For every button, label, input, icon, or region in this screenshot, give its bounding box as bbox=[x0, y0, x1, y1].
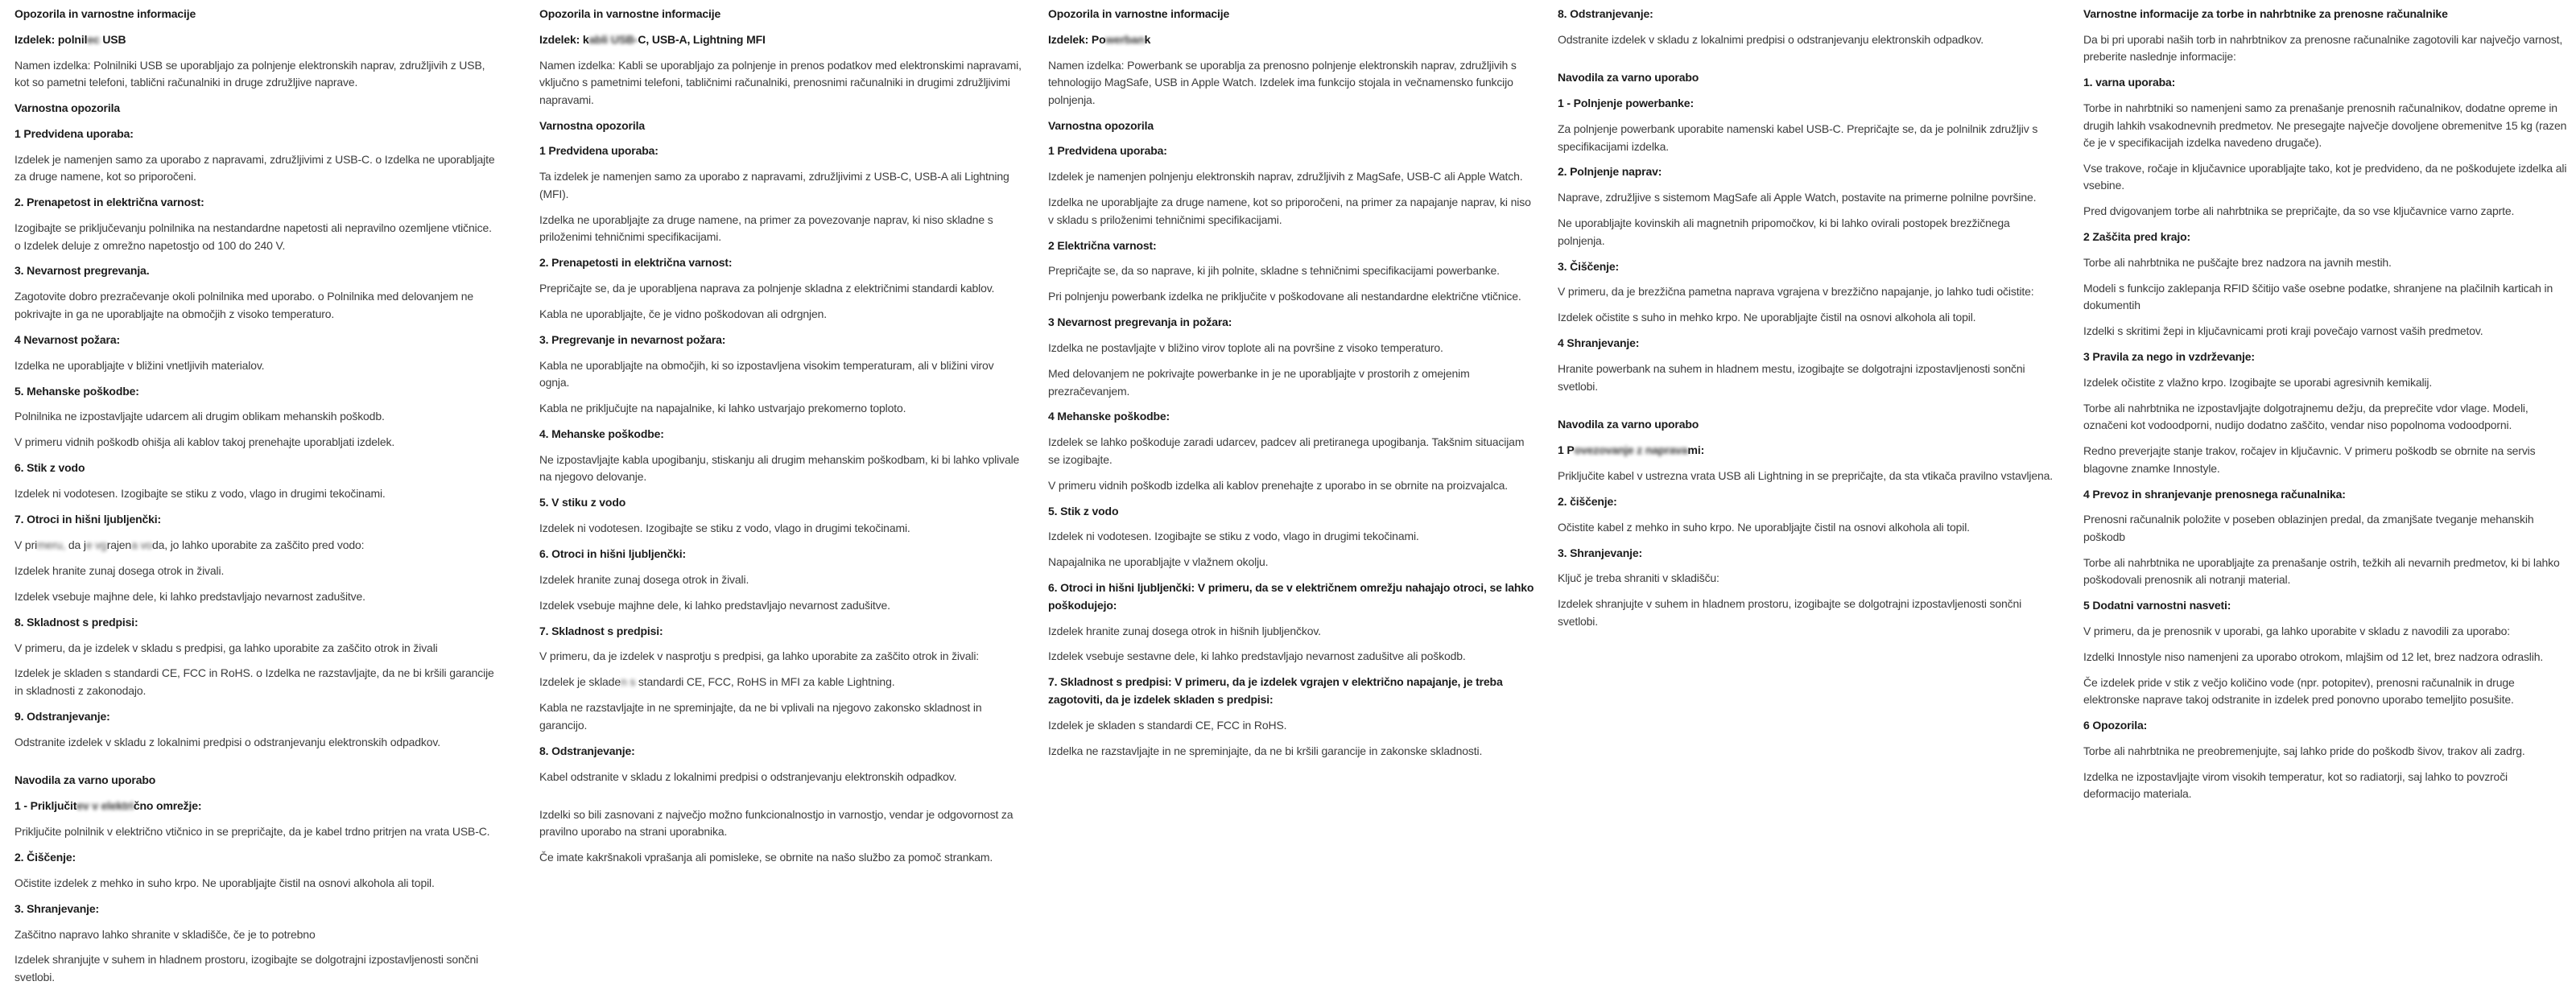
section-heading: 1 - Priključitev v električno omrežje: bbox=[14, 799, 202, 812]
section-heading: 5. Stik z vodo bbox=[1048, 504, 1119, 517]
paragraph: Izdelka ne uporabljajte v bližini vnetljivih materialov. bbox=[14, 358, 265, 372]
paragraph: Izdelek je namenjen polnjenju elektronskih naprav, združljivih z MagSafe, USB-C ali Apple Watch. bbox=[1048, 170, 1523, 183]
paragraph: Priključite kabel v ustrezna vrata USB ali Lightning in se prepričajte, da sta vtikača pravilno vstavljena. bbox=[1558, 468, 2054, 482]
section-heading: 2 Električna varnost: bbox=[1048, 238, 1157, 252]
section-heading: 3. Pregrevanje in nevarnost požara: bbox=[539, 332, 726, 346]
paragraph: Torbe ali nahrbtnika ne preobremenjujte, saj lahko pride do poškodb šivov, trakov ali zadrg. bbox=[2083, 744, 2525, 757]
section-heading: 2 Zaščita pred krajo: bbox=[2083, 230, 2191, 244]
section-heading: 1 Predvidena uporaba: bbox=[1048, 144, 1167, 158]
section-heading: 5. Mehanske poškodbe: bbox=[14, 384, 139, 398]
paragraph: Kabel odstranite v skladu z lokalnimi predpisi o odstranjevanju elektronskih odpadkov. bbox=[539, 769, 957, 783]
section-heading: 2. čiščenje: bbox=[1558, 494, 1617, 508]
paragraph: Zaščitno napravo lahko shranite v skladišče, če je to potrebno bbox=[14, 927, 316, 941]
section-heading: Navodila za varno uporabo bbox=[14, 773, 156, 787]
section-heading: 2. Prenapetosti in električna varnost: bbox=[539, 255, 733, 269]
section-heading: 1 Predvidena uporaba: bbox=[539, 144, 658, 158]
paragraph: Izdelek shranjujte v suhem in hladnem prostoru, izogibajte se dolgotrajni izpostavljenosti sončni svetlobi. bbox=[1558, 597, 2022, 628]
paragraph: Redno preverjajte stanje trakov, ročajev in ključavnic. V primeru poškodb se obrnite na servis blagovne znamke Innostyle. bbox=[2083, 444, 2536, 475]
section-heading: 2. Čiščenje: bbox=[14, 850, 76, 864]
section-heading: 2. Polnjenje naprav: bbox=[1558, 165, 1662, 179]
section-heading: 4 Shranjevanje: bbox=[1558, 336, 1640, 350]
section-heading: 4. Mehanske poškodbe: bbox=[539, 427, 664, 440]
blurred-text: a vo bbox=[131, 538, 152, 551]
paragraph: Kabla ne uporabljajte, če je vidno poškodovan ali odrgnjen. bbox=[539, 307, 827, 320]
section-heading: 7. Otroci in hišni ljubljenčki: bbox=[14, 513, 162, 526]
paragraph: Če izdelek pride v stik z večjo količino vode (npr. potopitev), prenosni računalnik in druge elektronske naprave takoj odstranite in izdelek pred ponovno uporabo temeljito posušite. bbox=[2083, 675, 2515, 707]
column-powerbank-instructions bbox=[1558, 6, 2054, 639]
blurred-text: e vg bbox=[85, 538, 107, 551]
section-heading: Opozorila in varnostne informacije bbox=[539, 7, 721, 20]
paragraph: Ta izdelek je namenjen samo za uporabo z napravami, združljivimi z USB-C, USB-A ali Lightning (MFI). bbox=[539, 170, 1009, 200]
section-heading: Varnostna opozorila bbox=[1048, 118, 1154, 132]
paragraph: Naprave, združljive s sistemom MagSafe ali Apple Watch, postavite na primerne polnilne površine. bbox=[1558, 191, 2037, 204]
section-heading: 3. Shranjevanje: bbox=[14, 901, 99, 915]
paragraph: V primeru, da je vgrajena voda, jo lahko uporabite za zaščito pred vodo: bbox=[14, 538, 365, 551]
blurred-text: n s bbox=[620, 675, 638, 689]
section-heading: 8. Odstranjevanje: bbox=[539, 744, 635, 757]
column-cables bbox=[539, 6, 1022, 875]
section-heading: Varnostna opozorila bbox=[539, 118, 645, 132]
paragraph: Izdelek ni vodotesen. Izogibajte se stiku z vodo, vlago in drugimi tekočinami. bbox=[539, 521, 910, 534]
paragraph: Izdelka ne postavljajte v bližino virov toplote ali na površine z visoko temperaturo. bbox=[1048, 341, 1443, 355]
section-heading: 9. Odstranjevanje: bbox=[14, 709, 110, 723]
section-heading: 3. Shranjevanje: bbox=[1558, 546, 1642, 559]
section-heading: Navodila za varno uporabo bbox=[1558, 418, 1699, 431]
paragraph: Očistite izdelek z mehko in suho krpo. Ne uporabljajte čistil na osnovi alkohola ali topil. bbox=[14, 876, 435, 889]
section-heading: 8. Skladnost s predpisi: bbox=[14, 615, 138, 629]
blurred-text: abli USB- bbox=[588, 32, 638, 46]
paragraph: Modeli s funkcijo zaklepanja RFID ščitijo vaše osebne podatke, shranjene na plačilnih karticah in dokumentih bbox=[2083, 281, 2553, 312]
paragraph: Odstranite izdelek v skladu z lokalnimi predpisi o odstranjevanju elektronskih odpadkov. bbox=[14, 735, 440, 748]
section-heading: 6. Stik z vodo bbox=[14, 461, 85, 475]
section-heading: Opozorila in varnostne informacije bbox=[1048, 7, 1230, 20]
paragraph: Izdelka ne uporabljajte za druge namene, na primer za povezovanje naprav, ki niso skladne s priloženimi tehničnimi specifikacijami. bbox=[539, 212, 993, 244]
column-charger-usb bbox=[14, 6, 498, 995]
paragraph: V primeru, da je izdelek v skladu s predpisi, ga lahko uporabite za zaščito otrok in živali bbox=[14, 641, 438, 654]
section-heading: 6 Opozorila: bbox=[2083, 719, 2148, 732]
paragraph: V primeru, da je izdelek v nasprotju s predpisi, ga lahko uporabite za zaščito otrok in živali: bbox=[539, 649, 980, 663]
paragraph: Izdelek hranite zunaj dosega otrok in hišnih ljubljenčkov. bbox=[1048, 624, 1321, 637]
paragraph: Izdelek se lahko poškoduje zaradi udarcev, padcev ali pretiranega upogibanja. Takšnim situacijam se izogibajte. bbox=[1048, 435, 1525, 466]
paragraph: Izdelek ni vodotesen. Izogibajte se stiku z vodo, vlago in drugimi tekočinami. bbox=[1048, 530, 1419, 543]
paragraph: Torbe ali nahrbtnika ne uporabljajte za prenašanje ostrih, težkih ali nevarnih predmetov, ki bi lahko poškodovali prenosnik ali notranji material. bbox=[2083, 555, 2560, 587]
paragraph: Pri polnjenju powerbank izdelka ne priključite v poškodovane ali nestandardne električne vtičnice. bbox=[1048, 290, 1521, 303]
paragraph: Kabla ne priključujte na napajalnike, ki lahko ustvarjajo prekomerno toploto. bbox=[539, 401, 906, 414]
column-laptop-bags bbox=[2083, 6, 2567, 811]
section-heading: 7. Skladnost s predpisi: V primeru, da je izdelek vgrajen v električno napajanje, je treba zagotoviti, da je izdelek skladen s predpisi: bbox=[1048, 675, 1503, 706]
section-heading: 8. Odstranjevanje: bbox=[1558, 7, 1653, 20]
section-heading: Varnostne informacije za torbe in nahrbtnike za prenosne računalnike bbox=[2083, 7, 2448, 20]
paragraph: Kabla ne razstavljajte in ne spreminjajte, da ne bi vplivali na njegovo zakonsko skladnost in garancijo. bbox=[539, 701, 982, 732]
paragraph: Da bi pri uporabi naših torb in nahrbtnikov za prenosne računalnike zagotovili kar največjo varnost, preberite naslednje informacije: bbox=[2083, 32, 2563, 64]
section-heading: 5 Dodatni varnostni nasveti: bbox=[2083, 599, 2231, 612]
paragraph: Vse trakove, ročaje in ključavnice uporabljajte tako, kot je predvideno, da ne poškodujete izdelka ali vsebine. bbox=[2083, 161, 2567, 192]
paragraph: Torbe in nahrbtniki so namenjeni samo za prenašanje prenosnih računalnikov, dodatne opreme in drugih lahkih vsakodnevnih predmetov. Ne presegajte največje dovoljene obremenitve 15 kg (razen če je v specifikacijah izdelka navedeno drugače). bbox=[2083, 101, 2567, 149]
paragraph: Odstranite izdelek v skladu z lokalnimi predpisi o odstranjevanju elektronskih odpadkov. bbox=[1558, 32, 1984, 46]
section-heading: 1 - Polnjenje powerbanke: bbox=[1558, 97, 1694, 110]
paragraph: Izdelek očistite z vlažno krpo. Izogibajte se uporabi agresivnih kemikalij. bbox=[2083, 376, 2433, 389]
paragraph: Priključite polnilnik v električno vtičnico in se prepričajte, da je kabel trdno pritrjen na vrata USB-C. bbox=[14, 824, 490, 838]
column-powerbank bbox=[1048, 6, 1534, 769]
paragraph: Izdelek je namenjen samo za uporabo z napravami, združljivimi z USB-C. o Izdelka ne uporabljajte za druge namene, kot so priporočeni. bbox=[14, 152, 495, 183]
section-heading: Izdelek: kabli USB-C, USB-A, Lightning MFI bbox=[539, 32, 766, 46]
paragraph: Za polnjenje powerbank uporabite namenski kabel USB-C. Prepričajte se, da je polnilnik združljiv s specifikacijami izdelka. bbox=[1558, 122, 2038, 153]
paragraph: Namen izdelka: Kabli se uporabljajo za polnjenje in prenos podatkov med elektronskimi napravami, vključno s pametnimi telefoni, tabličnimi računalniki, prenosnimi računalniki in drugimi združljivimi napravami. bbox=[539, 58, 1022, 106]
section-heading: 4 Prevoz in shranjevanje prenosnega računalnika: bbox=[2083, 487, 2346, 501]
paragraph: Izdelek je skladen s standardi CE, FCC, RoHS in MFI za kable Lightning. bbox=[539, 675, 895, 689]
paragraph: Izdelek vsebuje sestavne dele, ki lahko predstavljajo nevarnost zadušitve ali poškodb. bbox=[1048, 649, 1466, 663]
section-heading: Izdelek: Powerbank bbox=[1048, 32, 1151, 46]
paragraph: Torbe ali nahrbtnika ne izpostavljajte dolgotrajnemu dežju, da preprečite vdor vlage. Modeli, označeni kot vodoodporni, nudijo dodatno zaščito, vendar niso popolnoma vodoodporni. bbox=[2083, 401, 2529, 432]
paragraph: Kabla ne uporabljajte na območjih, ki so izpostavljena visokim temperaturam, ali v bližini virov ognja. bbox=[539, 358, 994, 389]
paragraph: Izdelka ne izpostavljajte virom visokih temperatur, kot so radiatorji, saj lahko to povzroči deformacijo materiala. bbox=[2083, 769, 2508, 801]
paragraph: Ključ je treba shraniti v skladišču: bbox=[1558, 571, 1719, 585]
section-heading: 6. Otroci in hišni ljubljenčki: bbox=[539, 546, 687, 560]
paragraph: Ne izpostavljajte kabla upogibanju, stiskanju ali drugim mehanskim poškodbam, ki bi lahko vplivale na njegovo delovanje. bbox=[539, 452, 1020, 484]
section-heading: 7. Skladnost s predpisi: bbox=[539, 624, 663, 637]
blurred-text: werban bbox=[1105, 32, 1145, 46]
section-heading: 4 Mehanske poškodbe: bbox=[1048, 410, 1170, 423]
paragraph: Pred dvigovanjem torbe ali nahrbtnika se prepričajte, da so vse ključavnice varno zaprte. bbox=[2083, 204, 2515, 218]
paragraph: Med delovanjem ne pokrivajte powerbanke in je ne uporabljajte v prostorih z omejenim prezračevanjem. bbox=[1048, 367, 1470, 398]
paragraph: Ne uporabljajte kovinskih ali magnetnih pripomočkov, ki bi lahko ovirali postopek brezžičnega polnjenja. bbox=[1558, 216, 2010, 247]
blurred-text: ec bbox=[87, 32, 100, 46]
paragraph: Izdelka ne uporabljajte za druge namene, kot so priporočeni, na primer za napajanje naprav, ki niso v skladu s priloženimi tehničnimi specifikacijami. bbox=[1048, 196, 1531, 226]
paragraph: Izogibajte se priključevanju polnilnika na nestandardne napetosti ali nepravilno ozemljene vtičnice. o Izdelek deluje z omrežno napetostjo od 100 do 240 V. bbox=[14, 221, 492, 252]
section-heading: Opozorila in varnostne informacije bbox=[14, 7, 196, 20]
paragraph: Izdelki so bili zasnovani z največjo možno funkcionalnostjo in varnostjo, vendar je odgovornost za pravilno uporabo na strani uporabnika. bbox=[539, 807, 1013, 839]
paragraph: Izdelek shranjujte v suhem in hladnem prostoru, izogibajte se dolgotrajni izpostavljenosti sončni svetlobi. bbox=[14, 953, 479, 983]
paragraph: Izdelek ni vodotesen. Izogibajte se stiku z vodo, vlago in drugimi tekočinami. bbox=[14, 487, 386, 501]
paragraph: V primeru, da je brezžična pametna naprava vgrajena v brezžično napajanje, jo lahko tudi očistite: bbox=[1558, 285, 2034, 299]
paragraph: Napajalnika ne uporabljajte v vlažnem okolju. bbox=[1048, 555, 1269, 569]
paragraph: Polnilnika ne izpostavljajte udarcem ali drugim oblikam mehanskih poškodb. bbox=[14, 410, 385, 423]
paragraph: Namen izdelka: Polnilniki USB se uporabljajo za polnjenje elektronskih naprav, združljivih z USB, kot so pametni telefoni, tablični računalniki in druge združljive naprave. bbox=[14, 58, 485, 89]
section-heading: 4 Nevarnost požara: bbox=[14, 332, 120, 346]
paragraph: Izdelek hranite zunaj dosega otrok in živali. bbox=[539, 572, 749, 586]
paragraph: Očistite kabel z mehko in suho krpo. Ne uporabljajte čistil na osnovi alkohola ali topil. bbox=[1558, 520, 1970, 534]
paragraph: Namen izdelka: Powerbank se uporablja za prenosno polnjenje elektronskih naprav, združljivih s tehnologijo MagSafe, USB in Apple Watch. Izdelek ima funkcijo stojala in večnamensko funkcijo polnjenja. bbox=[1048, 58, 1517, 106]
section-heading: 2. Prenapetost in električna varnost: bbox=[14, 196, 204, 209]
paragraph: Izdelek očistite s suho in mehko krpo. Ne uporabljajte čistil na osnovi alkohola ali topil. bbox=[1558, 311, 1976, 324]
section-heading: 1 Povezovanje z napravami: bbox=[1558, 443, 1705, 456]
section-heading: 1 Predvidena uporaba: bbox=[14, 127, 134, 141]
paragraph: V primeru vidnih poškodb ohišja ali kablov takoj prenehajte uporabljati izdelek. bbox=[14, 435, 395, 449]
paragraph: Torbe ali nahrbtnika ne puščajte brez nadzora na javnih mestih. bbox=[2083, 255, 2392, 269]
paragraph: Hranite powerbank na suhem in hladnem mestu, izogibajte se dolgotrajni izpostavljenosti sončni svetlobi. bbox=[1558, 362, 2025, 393]
paragraph: Izdelek hranite zunaj dosega otrok in živali. bbox=[14, 563, 225, 577]
section-heading: 5. V stiku z vodo bbox=[539, 496, 626, 509]
paragraph: Prepričajte se, da so naprave, ki jih polnite, skladne s tehničnimi specifikacijami powerbanke. bbox=[1048, 264, 1500, 278]
section-heading: Varnostna opozorila bbox=[14, 101, 120, 115]
paragraph: V primeru, da je prenosnik v uporabi, ga lahko uporabite v skladu z navodili za uporabo: bbox=[2083, 624, 2511, 637]
section-heading: 3. Nevarnost pregrevanja. bbox=[14, 264, 150, 278]
blurred-text: meru, bbox=[37, 538, 66, 551]
section-heading: Izdelek: polnilec USB bbox=[14, 32, 126, 46]
section-heading: 3 Nevarnost pregrevanja in požara: bbox=[1048, 315, 1232, 329]
paragraph: Izdelki Innostyle niso namenjeni za uporabo otrokom, mlajšim od 12 let, brez nadzora odraslih. bbox=[2083, 649, 2544, 663]
paragraph: Če imate kakršnakoli vprašanja ali pomisleke, se obrnite na našo službo za pomoč strankam. bbox=[539, 851, 993, 864]
section-heading: 3 Pravila za nego in vzdrževanje: bbox=[2083, 350, 2255, 364]
section-heading: 3. Čiščenje: bbox=[1558, 259, 1620, 273]
paragraph: Izdelka ne razstavljajte in ne spreminjajte, da ne bi kršili garancije in zakonske skladnosti. bbox=[1048, 744, 1483, 757]
paragraph: Izdelek vsebuje majhne dele, ki lahko predstavljajo nevarnost zadušitve. bbox=[539, 598, 890, 612]
paragraph: Izdelek je skladen s standardi CE, FCC in RoHS. bbox=[1048, 718, 1287, 732]
paragraph: Izdelek je skladen s standardi CE, FCC in RoHS. o Izdelka ne razstavljajte, da ne bi kršili garancije in skladnosti z zakonodajo. bbox=[14, 666, 494, 697]
paragraph: Zagotovite dobro prezračevanje okoli polnilnika med uporabo. o Polnilnika med delovanjem ne pokrivajte in ga ne uporabljajte na območjih z visoko temperaturo. bbox=[14, 290, 474, 320]
paragraph: Izdelki s skritimi žepi in ključavnicami proti kraji povečajo varnost vaših predmetov. bbox=[2083, 324, 2483, 338]
section-heading: Navodila za varno uporabo bbox=[1558, 71, 1699, 85]
blurred-text: ovezovanje z naprava bbox=[1574, 443, 1688, 456]
paragraph: V primeru vidnih poškodb izdelka ali kablov prenehajte z uporabo in se obrnite na proizvajalca. bbox=[1048, 478, 1508, 492]
section-heading: 6. Otroci in hišni ljubljenčki: V primeru, da se v električnem omrežju nahajajo otroci, se lahko poškodujejo: bbox=[1048, 581, 1534, 612]
paragraph: Prepričajte se, da je uporabljena naprava za polnjenje skladna z električnimi standardi kablov. bbox=[539, 281, 995, 295]
paragraph: Prenosni računalnik položite v poseben oblazinjen predal, da zmanjšate tveganje mehanskih poškodb bbox=[2083, 513, 2534, 543]
blurred-text: ev v elektri bbox=[76, 799, 134, 812]
section-heading: 1. varna uporaba: bbox=[2083, 76, 2176, 89]
paragraph: Izdelek vsebuje majhne dele, ki lahko predstavljajo nevarnost zadušitve. bbox=[14, 589, 365, 603]
